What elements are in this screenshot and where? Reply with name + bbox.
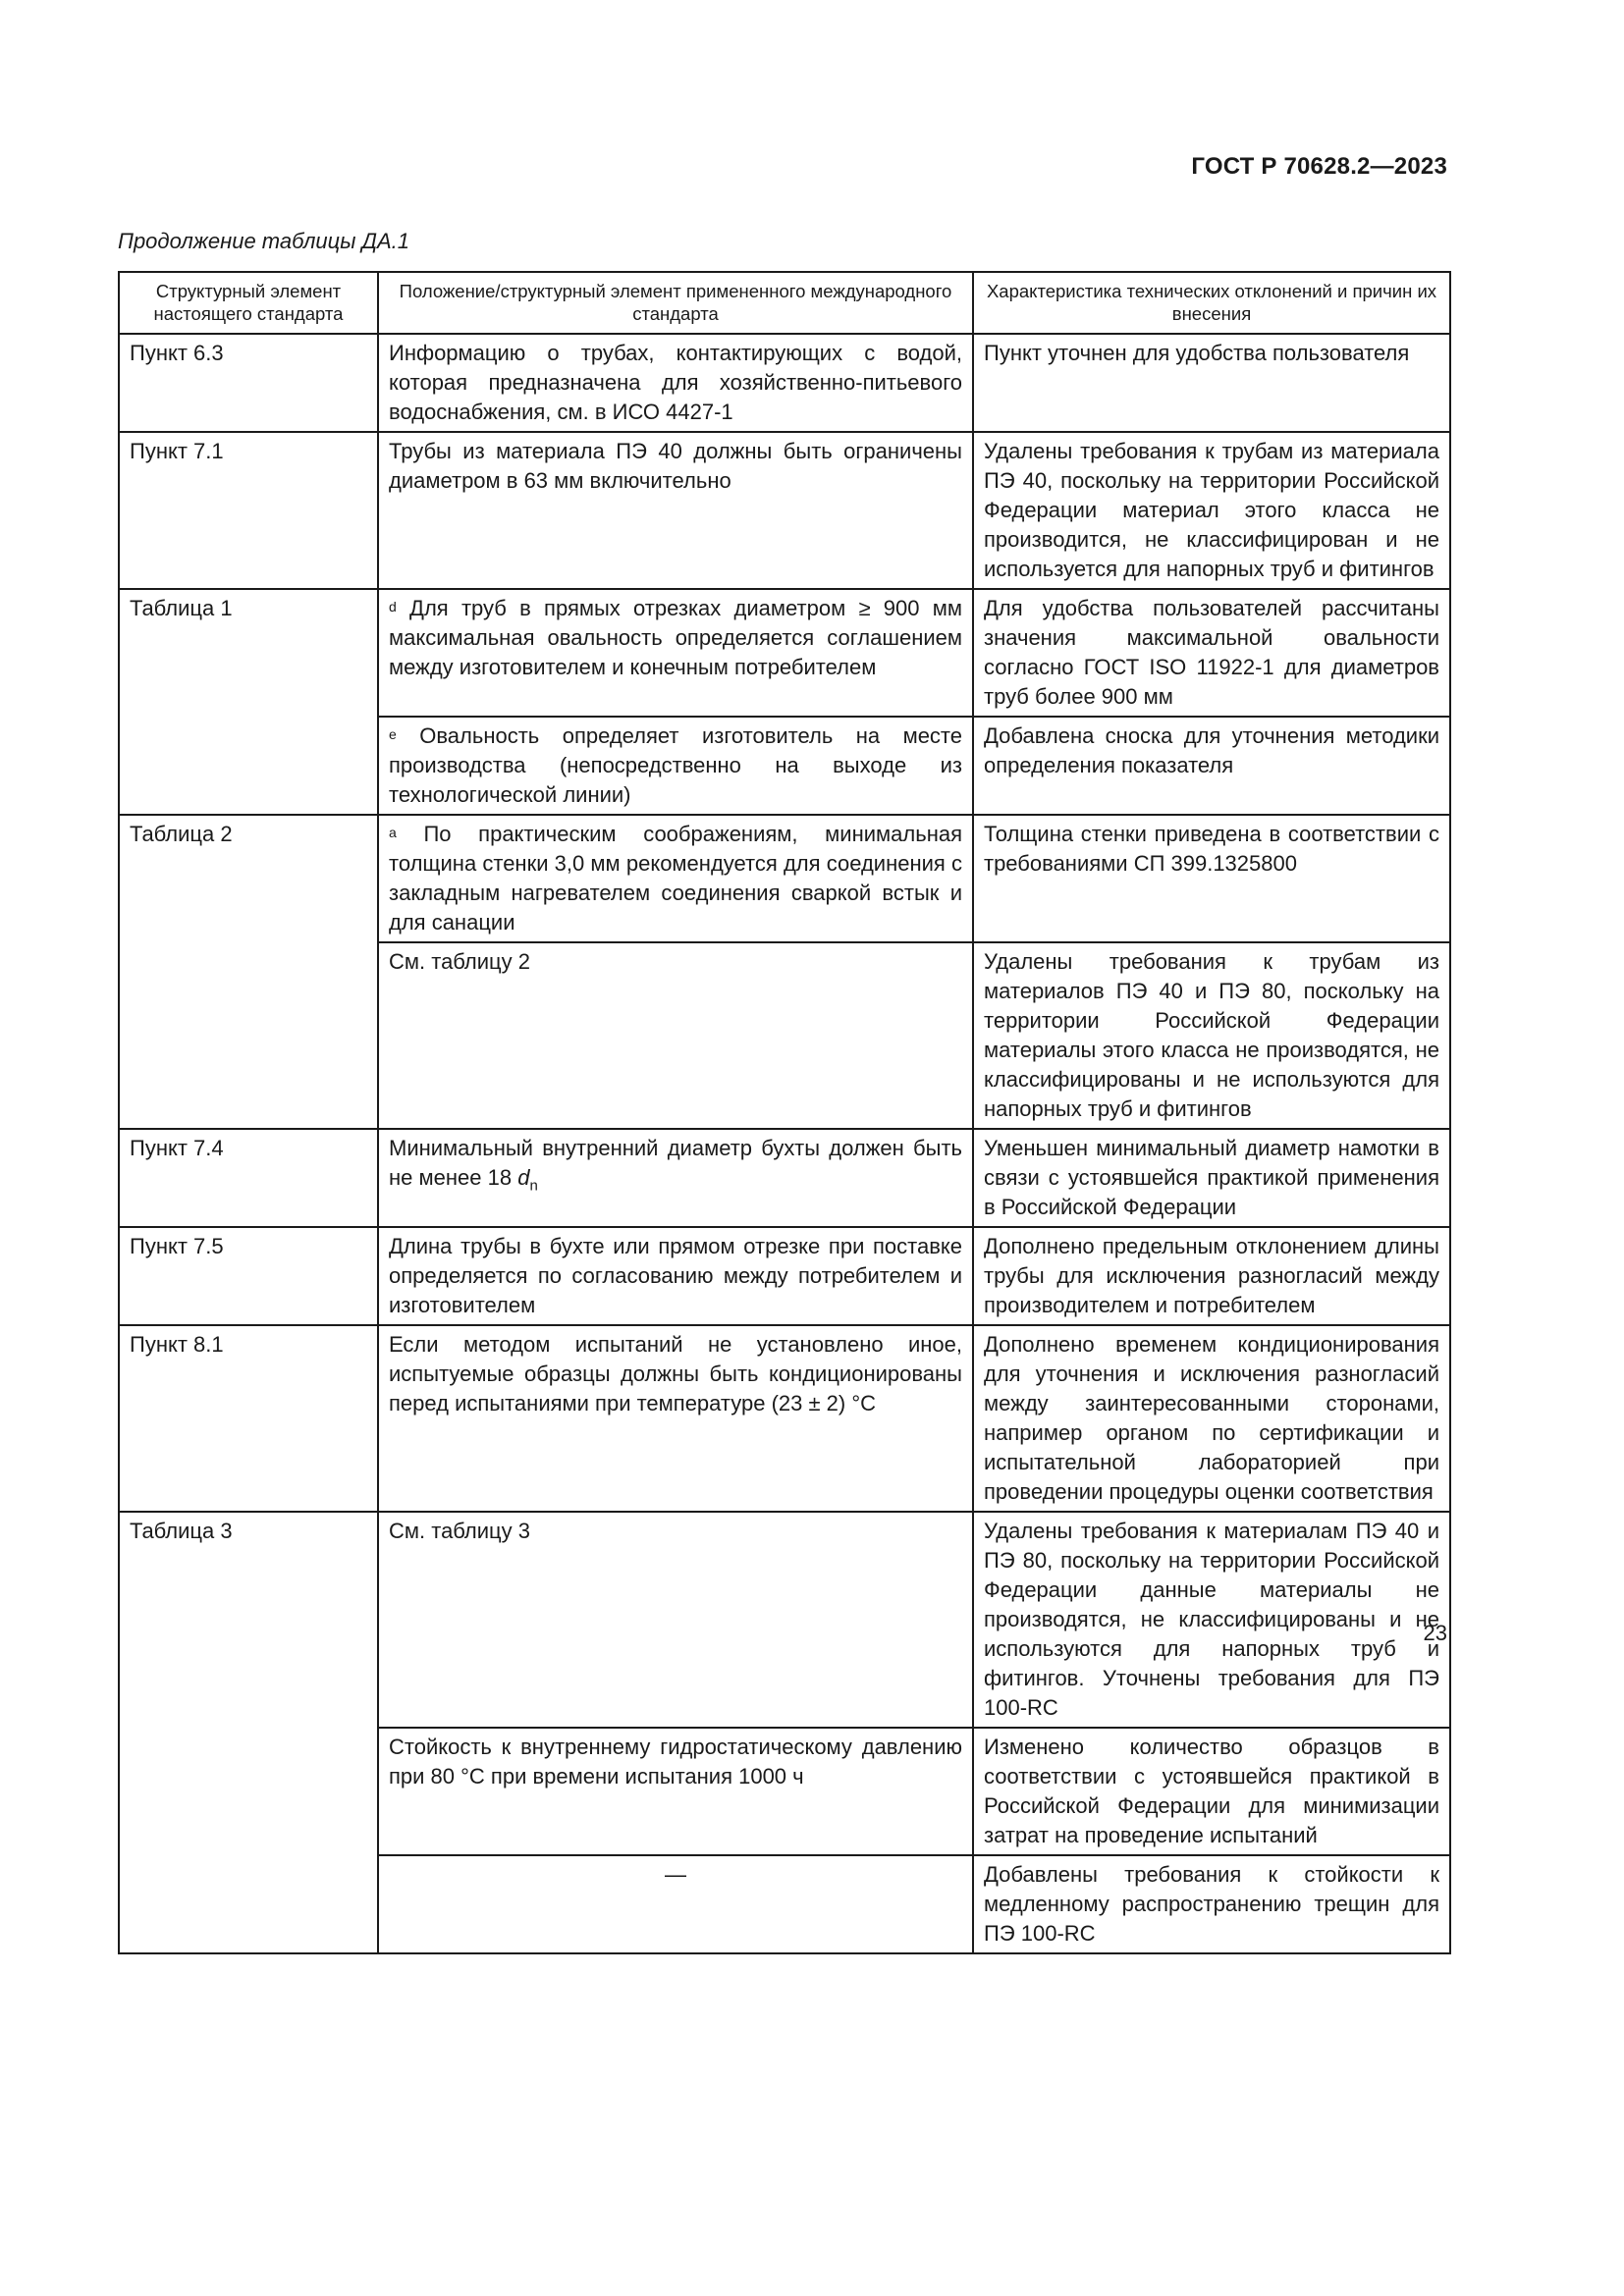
variable-subscript: n bbox=[529, 1177, 538, 1195]
row-element: Пункт 6.3 bbox=[119, 334, 378, 432]
column-header-element: Структурный элемент настоящего стандарта bbox=[119, 272, 378, 334]
row-position: Длина трубы в бухте или прямом отрезке при поставке определяется по согласованию между потребителем и изготовителем bbox=[378, 1227, 973, 1325]
row-position-text: Минимальный внутренний диаметр бухты должен быть не менее 18 bbox=[389, 1136, 962, 1190]
page-number: 23 bbox=[1423, 1621, 1447, 1645]
variable-symbol: d bbox=[517, 1165, 530, 1190]
document-code: ГОСТ Р 70628.2—2023 bbox=[1191, 153, 1447, 180]
row-position: — bbox=[378, 1855, 973, 1953]
row-reason: Толщина стенки приведена в соответствии с требованиями СП 399.1325800 bbox=[973, 815, 1450, 942]
footnote-mark: a bbox=[389, 825, 397, 840]
table-row bbox=[119, 1325, 1450, 1512]
table-caption: Продолжение таблицы ДА.1 bbox=[118, 229, 410, 253]
footnote-mark: d bbox=[389, 599, 397, 614]
row-position: Информацию о трубах, контактирующих с водой, которая предназначена для хозяйственно-питьевого водоснабжения, см. в ИСО 4427-1 bbox=[378, 334, 973, 432]
table-row bbox=[119, 1512, 1450, 1728]
row-position bbox=[378, 589, 973, 717]
row-element: Пункт 7.4 bbox=[119, 1129, 378, 1227]
row-position-text: По практическим соображениям, минимальная толщина стенки 3,0 мм рекомендуется для соединения с закладным нагревателем соединения сваркой встык и для санации bbox=[389, 822, 962, 934]
footnote-mark: e bbox=[389, 726, 397, 742]
row-position-text: Овальность определяет изготовитель на месте производства (непосредственно на выходе из технологической линии) bbox=[389, 723, 962, 807]
row-position bbox=[378, 1129, 973, 1227]
row-reason: Уменьшен минимальный диаметр намотки в связи с устоявшейся практикой применения в Российской Федерации bbox=[973, 1129, 1450, 1227]
row-position: См. таблицу 3 bbox=[378, 1512, 973, 1728]
column-header-position: Положение/структурный элемент примененного международного стандарта bbox=[378, 272, 973, 334]
row-reason: Дополнено временем кондиционирования для уточнения и исключения разногласий между заинтересованными сторонами, например органом по сертификации и испытательной лабораторией при проведении процедуры оценки соответствия bbox=[973, 1325, 1450, 1512]
deviations-table bbox=[118, 271, 1451, 1954]
row-reason: Добавлены требования к стойкости к медленному распространению трещин для ПЭ 100-RC bbox=[973, 1855, 1450, 1953]
row-reason: Удалены требования к трубам из материала ПЭ 40, поскольку на территории Российской Федерации материал этого класса не производится, не классифицирован и не используется для напорных труб и фитингов bbox=[973, 432, 1450, 589]
table-row bbox=[119, 1129, 1450, 1227]
row-reason: Для удобства пользователей рассчитаны значения максимальной овальности согласно ГОСТ ISO 11922-1 для диаметров труб более 900 мм bbox=[973, 589, 1450, 717]
row-position: Стойкость к внутреннему гидростатическому давлению при 80 °С при времени испытания 1000 ч bbox=[378, 1728, 973, 1855]
column-header-reason: Характеристика технических отклонений и причин их внесения bbox=[973, 272, 1450, 334]
row-element: Пункт 8.1 bbox=[119, 1325, 378, 1512]
table-header-row bbox=[119, 272, 1450, 334]
row-position bbox=[378, 717, 973, 815]
row-reason: Пункт уточнен для удобства пользователя bbox=[973, 334, 1450, 432]
row-position: Трубы из материала ПЭ 40 должны быть ограничены диаметром в 63 мм включительно bbox=[378, 432, 973, 589]
row-reason: Удалены требования к трубам из материалов ПЭ 40 и ПЭ 80, поскольку на территории Российской Федерации материалы этого класса не производятся, не классифицированы и не используются для напорных труб и фитингов bbox=[973, 942, 1450, 1129]
row-position-text: Для труб в прямых отрезках диаметром ≥ 900 мм максимальная овальность определяется соглашением между изготовителем и конечным потребителем bbox=[389, 596, 962, 679]
row-reason: Добавлена сноска для уточнения методики определения показателя bbox=[973, 717, 1450, 815]
row-position: См. таблицу 2 bbox=[378, 942, 973, 1129]
table-row bbox=[119, 334, 1450, 432]
row-element: Пункт 7.1 bbox=[119, 432, 378, 589]
row-reason: Дополнено предельным отклонением длины трубы для исключения разногласий между производителем и потребителем bbox=[973, 1227, 1450, 1325]
table-row bbox=[119, 589, 1450, 717]
row-element: Таблица 2 bbox=[119, 815, 378, 1129]
row-position: Если методом испытаний не установлено иное, испытуемые образцы должны быть кондиционированы перед испытаниями при температуре (23 ± 2) °С bbox=[378, 1325, 973, 1512]
row-reason: Изменено количество образцов в соответствии с устоявшейся практикой в Российской Федерации для минимизации затрат на проведение испытаний bbox=[973, 1728, 1450, 1855]
table-row bbox=[119, 432, 1450, 589]
row-element: Таблица 3 bbox=[119, 1512, 378, 1953]
row-reason: Удалены требования к материалам ПЭ 40 и ПЭ 80, поскольку на территории Российской Федерации данные материалы не производятся, не классифицированы и не используются для напорных труб и фитингов. Уточнены требования для ПЭ 100-RC bbox=[973, 1512, 1450, 1728]
table-row bbox=[119, 815, 1450, 942]
row-element: Пункт 7.5 bbox=[119, 1227, 378, 1325]
row-position bbox=[378, 815, 973, 942]
table-row bbox=[119, 1227, 1450, 1325]
row-element: Таблица 1 bbox=[119, 589, 378, 815]
